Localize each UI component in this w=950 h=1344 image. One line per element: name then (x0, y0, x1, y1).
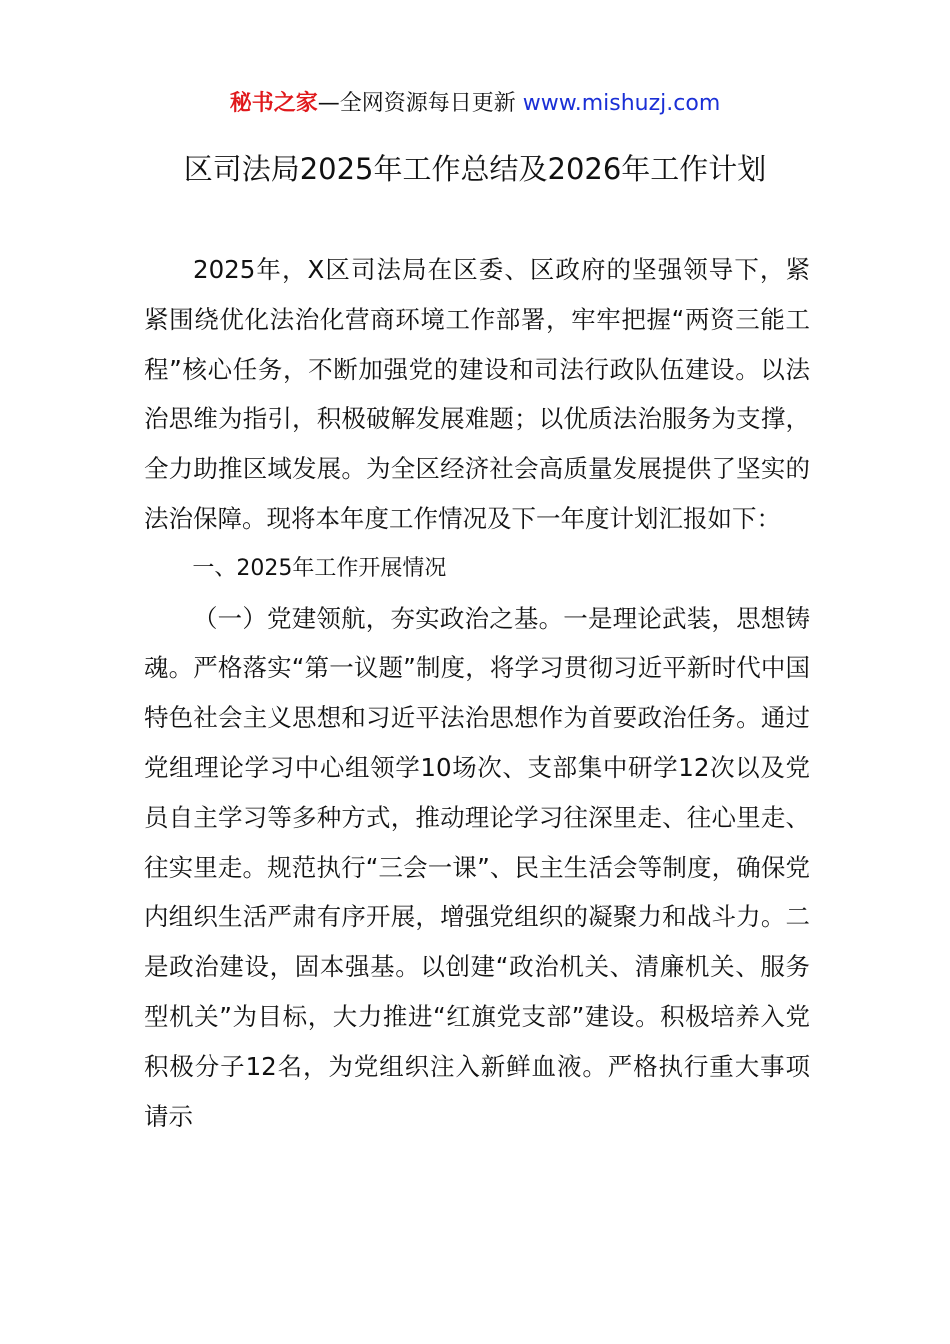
banner-slogan: —全网资源每日更新 (317, 91, 516, 116)
body-paragraph: （一）党建领航，夯实政治之基。一是理论武装，思想铸魂。严格落实“第一议题”制度，将学习贯彻习近平新时代中国特色社会主义思想和习近平法治思想作为首要政治任务。通过党组理论学习中心组领学10场次、支部集中研学12次以及党员自主学习等多种方式，推动理论学习往深里走、往心里走、往实里走。规范执行“三会一课”、民主生活会等制度，确保党内组织生活严肃有序开展，增强党组织的凝聚力和战斗力。二是政治建设，固本强基。以创建“政治机关、清廉机关、服务型机关”为目标，大力推进“红旗党支部”建设。积极培养入党积极分子12名，为党组织注入新鲜血液。严格执行重大事项请示 (144, 603, 810, 1131)
document-title: 区司法局2025年工作总结及2026年工作计划 (183, 152, 767, 186)
intro-paragraph: 2025年，X区司法局在区委、区政府的坚强领导下，紧紧围绕优化法治化营商环境工作部署，牢牢把握“两资三能工程”核心任务，不断加强党的建设和司法行政队伍建设。以法治思维为指引，积极破解发展难题；以优质法治服务为支撑，全力助推区域发展。为全区经济社会高质量发展提供了坚实的法治保障。现将本年度工作情况及下一年度计划汇报如下： (144, 255, 810, 533)
document-body (144, 245, 810, 1141)
brand-name: 秘书之家 (229, 91, 318, 116)
site-banner (0, 86, 950, 122)
site-url-link[interactable]: www.mishuzj.com (522, 91, 721, 116)
section-heading: 一、2025年工作开展情况 (192, 555, 447, 581)
